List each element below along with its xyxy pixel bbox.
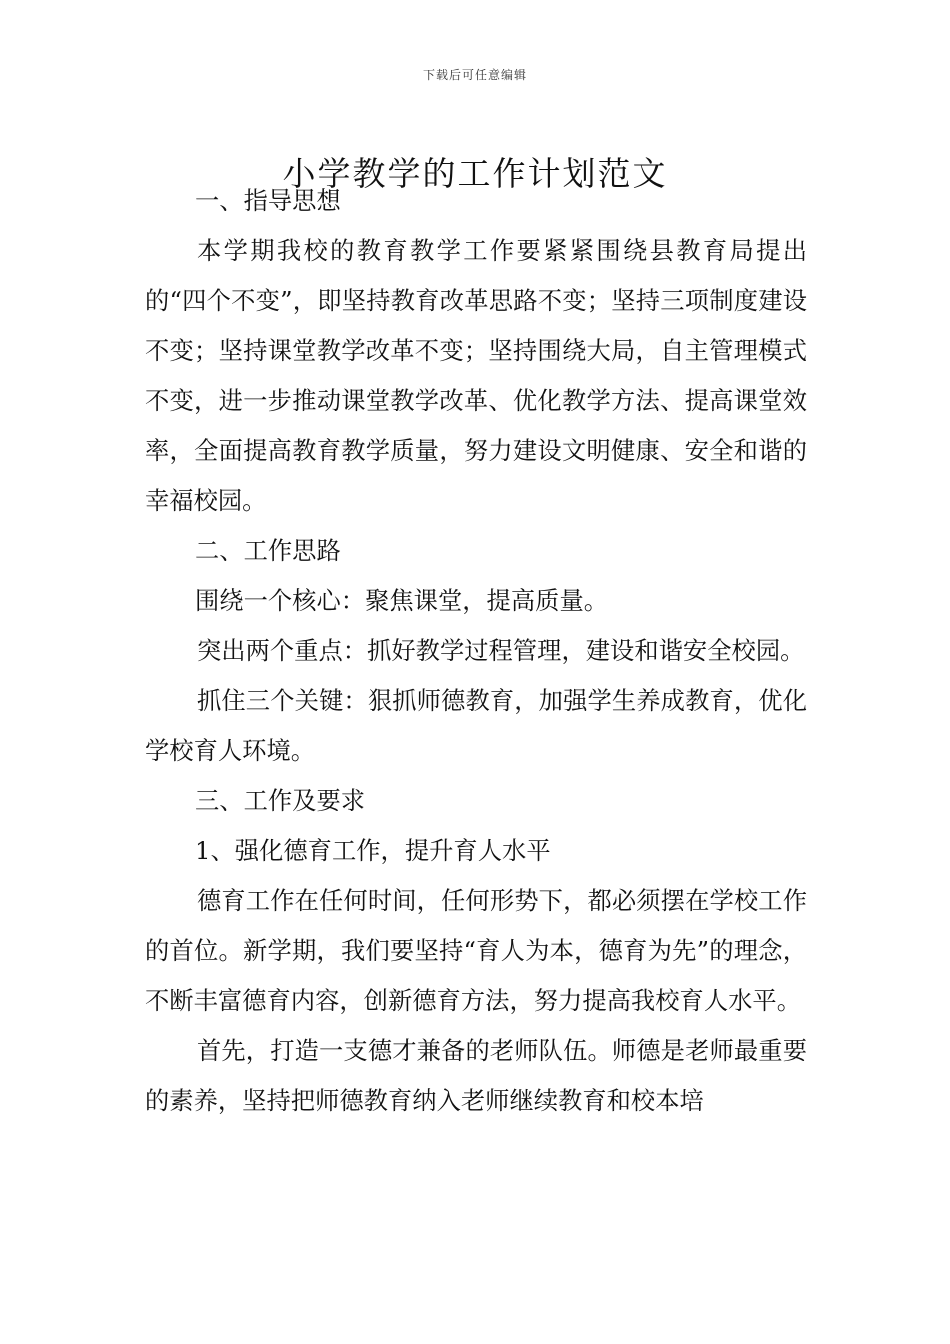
document-body (145, 176, 807, 1126)
section-heading-1: 一、指导思想 (195, 186, 341, 215)
header-note: 下载后可任意编辑 (422, 68, 527, 82)
section-heading-2: 二、工作思路 (195, 536, 341, 565)
paragraph-key-points: 突出两个重点：抓好教学过程管理，建设和谐安全校园。 (197, 636, 805, 665)
section-heading-3: 三、工作及要求 (195, 786, 366, 815)
paragraph-teacher-team: 首先，打造一支德才兼备的老师队伍。师德是老师最重要的素养，坚持把师德教育纳入老师继续教育和校本培 (145, 1036, 807, 1115)
paragraph-moral-education: 德育工作在任何时间，任何形势下，都必须摆在学校工作的首位。新学期，我们要坚持“育人为本，德育为先”的理念，不断丰富德育内容，创新德育方法，努力提高我校育人水平。 (145, 886, 807, 1015)
paragraph-guiding-ideology: 本学期我校的教育教学工作要紧紧围绕县教育局提出的“四个不变”，即坚持教育改革思路不变；坚持三项制度建设不变；坚持课堂教学改革不变；坚持围绕大局，自主管理模式不变，进一步推动课堂教学改革、优化教学方法、提高课堂效率，全面提高教育教学质量，努力建设文明健康、安全和谐的幸福校园。 (145, 236, 807, 515)
subsection-heading-1: 1、强化德育工作，提升育人水平 (195, 836, 551, 865)
paragraph-three-keys: 抓住三个关键：狠抓师德教育，加强学生养成教育，优化学校育人环境。 (145, 686, 807, 765)
paragraph-core: 围绕一个核心：聚焦课堂，提高质量。 (195, 586, 609, 615)
document-title: 小学教学的工作计划范文 (282, 154, 668, 194)
